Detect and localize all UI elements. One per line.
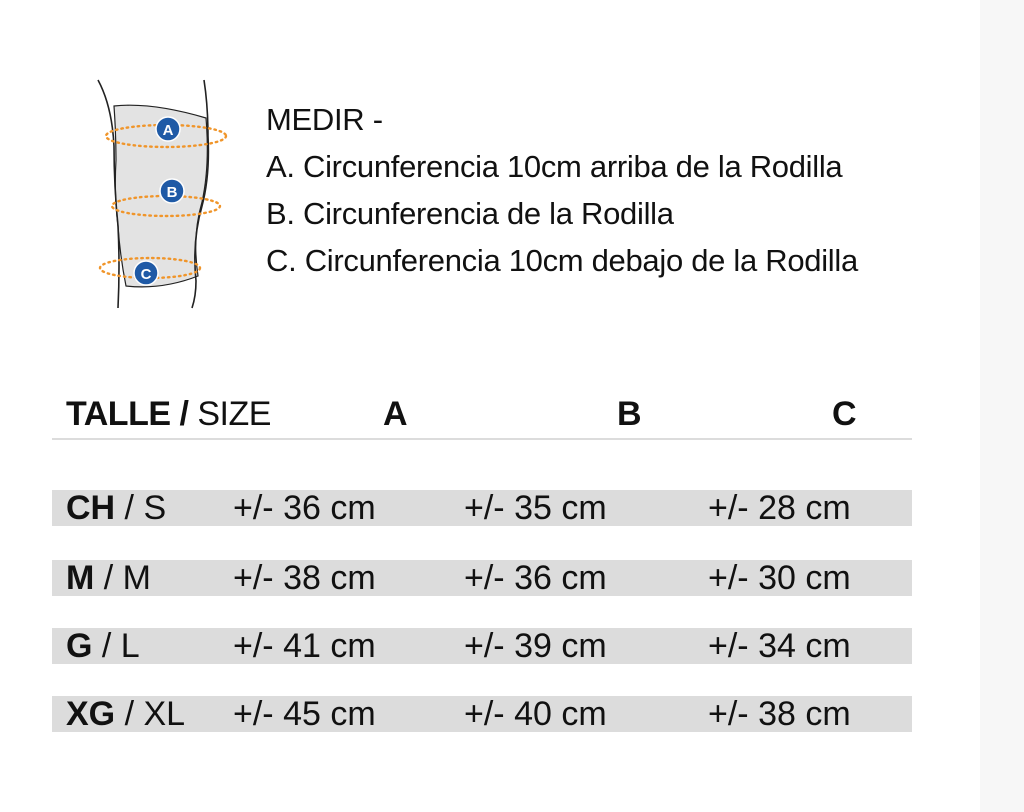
instruction-line-b: B. Circunferencia de la Rodilla [266, 196, 674, 231]
table-row [52, 560, 912, 596]
cell-c: +/- 34 cm [708, 627, 851, 665]
table-row [52, 490, 912, 526]
marker-a [156, 117, 180, 141]
cell-b: +/- 39 cm [464, 627, 607, 665]
header-size-bold: TALLE / [66, 395, 189, 433]
cell-c: +/- 28 cm [708, 489, 851, 527]
right-margin-strip [980, 0, 1024, 812]
marker-c-label: C [140, 266, 152, 283]
cell-a: +/- 45 cm [233, 695, 376, 733]
knee-diagram [92, 76, 232, 312]
knee-illustration [92, 76, 232, 312]
cell-b: +/- 40 cm [464, 695, 607, 733]
marker-c [134, 261, 158, 285]
size-table [52, 388, 912, 733]
cell-size-bold: XG [66, 695, 116, 733]
cell-a: +/- 36 cm [233, 489, 376, 527]
header-size [66, 392, 271, 436]
cell-a: +/- 41 cm [233, 627, 376, 665]
cell-size-bold: G [66, 627, 93, 665]
marker-a-label: A [162, 122, 174, 139]
cell-size-bold: M [66, 559, 95, 597]
instruction-line-c: C. Circunferencia 10cm debajo de la Rodilla [266, 243, 858, 278]
cell-b: +/- 35 cm [464, 489, 607, 527]
cell-size-rest: / S [115, 489, 167, 527]
cell-c: +/- 38 cm [708, 695, 851, 733]
cell-c: +/- 30 cm [708, 559, 851, 597]
header-b: B [617, 395, 642, 433]
instruction-line-a: A. Circunferencia 10cm arriba de la Rodilla [266, 149, 843, 184]
marker-b-label: B [166, 184, 178, 201]
marker-b [160, 179, 184, 203]
table-header [52, 388, 912, 440]
table-row [52, 628, 912, 664]
cell-a: +/- 38 cm [233, 559, 376, 597]
table-row [52, 696, 912, 732]
cell-size [66, 558, 151, 598]
cell-size [66, 488, 166, 528]
cell-size-rest: / L [92, 627, 140, 665]
instructions-title: MEDIR - [266, 102, 383, 137]
header-a: A [383, 395, 408, 433]
header-c: C [832, 395, 857, 433]
cell-size [66, 626, 140, 666]
measurement-instructions [266, 96, 858, 284]
cell-size-bold: CH [66, 489, 116, 527]
header-size-normal: SIZE [197, 395, 271, 433]
cell-size-rest: / M [94, 559, 151, 597]
cell-b: +/- 36 cm [464, 559, 607, 597]
cell-size-rest: / XL [115, 695, 186, 733]
cell-size [66, 694, 185, 734]
